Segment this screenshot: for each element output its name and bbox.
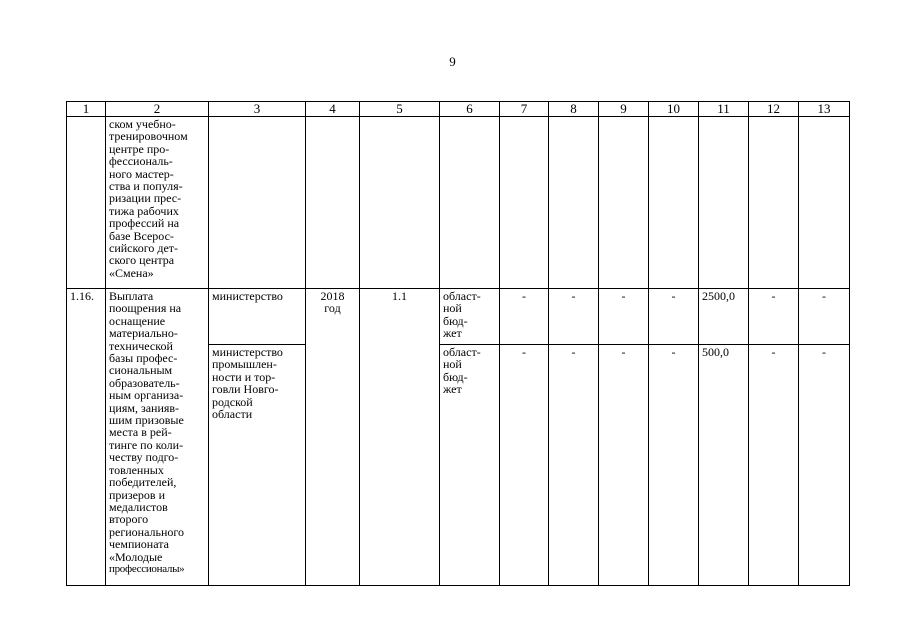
cell-value: - bbox=[549, 345, 599, 586]
col-header: 3 bbox=[209, 102, 306, 117]
cell-empty bbox=[360, 117, 440, 289]
cell-funding-source: област- ной бюд- жет bbox=[440, 289, 500, 345]
cell-empty bbox=[599, 117, 649, 289]
cell-empty bbox=[209, 117, 306, 289]
cell-value: 500,0 bbox=[699, 345, 749, 586]
col-header: 1 bbox=[67, 102, 106, 117]
cell-empty bbox=[649, 117, 699, 289]
cell-description bbox=[106, 289, 209, 586]
cell-empty bbox=[500, 117, 549, 289]
col-header: 8 bbox=[549, 102, 599, 117]
table-row-1-16-a bbox=[67, 289, 850, 345]
document-table bbox=[66, 101, 850, 586]
description-text-last: профессионалы» bbox=[109, 562, 185, 575]
cell-value: - bbox=[500, 289, 549, 345]
cell-value: - bbox=[599, 345, 649, 586]
col-header: 10 bbox=[649, 102, 699, 117]
cell-executor: министерство bbox=[209, 289, 306, 345]
col-header: 13 bbox=[799, 102, 850, 117]
cell-value: - bbox=[549, 289, 599, 345]
cell-value: 2500,0 bbox=[699, 289, 749, 345]
col-header: 6 bbox=[440, 102, 500, 117]
col-header: 4 bbox=[306, 102, 360, 117]
cell-description: ском учебно- тренировочном центре про- фессиональ- ного мастер- ства и популя- ризации прес- тижа рабочих профессий на базе Всерос- сийского дет- ского центра «Смена» bbox=[106, 117, 209, 289]
cell-empty bbox=[306, 117, 360, 289]
col-header: 9 bbox=[599, 102, 649, 117]
cell-value: - bbox=[500, 345, 549, 586]
page-number: 9 bbox=[449, 54, 456, 69]
cell-empty bbox=[549, 117, 599, 289]
cell-empty bbox=[699, 117, 749, 289]
cell-value: - bbox=[749, 289, 799, 345]
table-header-row bbox=[67, 102, 850, 117]
cell-empty bbox=[749, 117, 799, 289]
cell-indicator: 1.1 bbox=[360, 289, 440, 586]
cell-value: - bbox=[749, 345, 799, 586]
table-row-continued bbox=[67, 117, 850, 289]
col-header: 5 bbox=[360, 102, 440, 117]
col-header: 2 bbox=[106, 102, 209, 117]
cell-empty bbox=[799, 117, 850, 289]
cell-value: - bbox=[799, 345, 850, 586]
cell-executor: министерство промышлен- ности и тор- говли Новго- родской области bbox=[209, 345, 306, 586]
cell-term: 2018 год bbox=[306, 289, 360, 586]
cell-empty bbox=[67, 117, 106, 289]
cell-funding-source: област- ной бюд- жет bbox=[440, 345, 500, 586]
description-text: Выплата поощрения на оснащение материально- технической базы профес- сиональным образователь- ным организа- циям, занияв- шим призовые места в рей- тинге по коли- честву подго- товленных победителей, призеров и медалистов второго регионального чемпионата «Молодые bbox=[109, 289, 185, 564]
cell-value: - bbox=[799, 289, 850, 345]
col-header: 12 bbox=[749, 102, 799, 117]
cell-value: - bbox=[649, 289, 699, 345]
cell-value: - bbox=[649, 345, 699, 586]
cell-value: - bbox=[599, 289, 649, 345]
cell-empty bbox=[440, 117, 500, 289]
cell-row-number: 1.16. bbox=[67, 289, 106, 586]
col-header: 7 bbox=[500, 102, 549, 117]
col-header: 11 bbox=[699, 102, 749, 117]
